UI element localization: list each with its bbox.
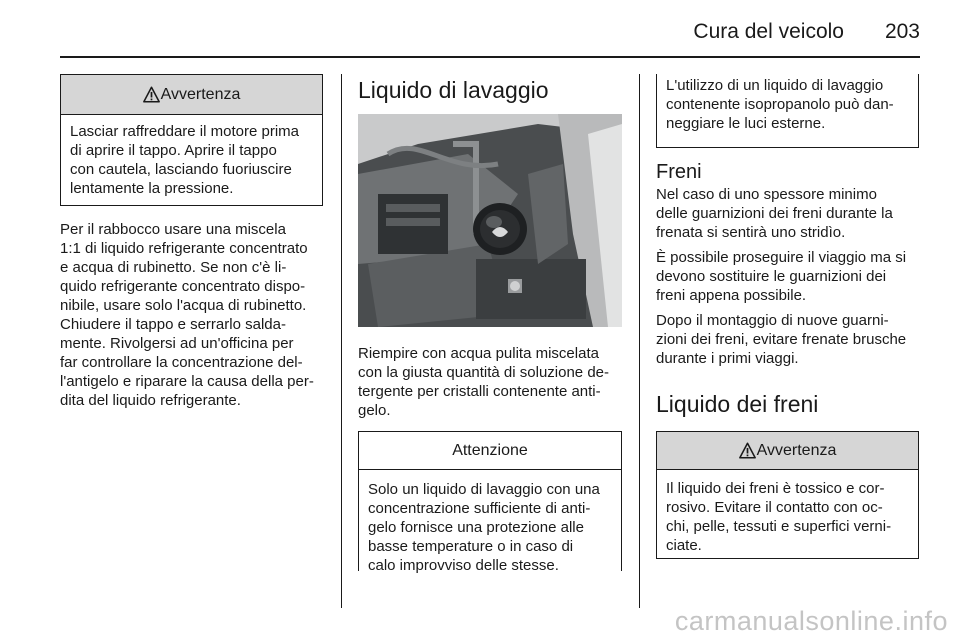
text-line: Riempire con acqua pulita miscelata bbox=[358, 345, 599, 362]
text-line: delle guarnizioni dei freni durante la bbox=[656, 205, 893, 222]
text-line: gelo. bbox=[358, 402, 391, 419]
warning-line: chi, pelle, tessuti e superfici verni- bbox=[666, 518, 892, 535]
column-left bbox=[60, 74, 323, 410]
warning-triangle-icon bbox=[143, 86, 160, 103]
caution-title: Attenzione bbox=[452, 441, 528, 459]
warning-box-header bbox=[61, 75, 322, 115]
warning-line: lentamente la pressione. bbox=[70, 180, 234, 197]
note-line: contenente isopropanolo può dan- bbox=[666, 96, 894, 113]
text-line: tergente per cristalli contenente anti- bbox=[358, 383, 601, 400]
warning-line: Lasciar raffreddare il motore prima bbox=[70, 123, 299, 140]
brakes-paragraph-1 bbox=[656, 185, 919, 242]
chapter-title: Cura del veicolo bbox=[693, 20, 844, 43]
column-right bbox=[656, 74, 919, 559]
text-line: far controllare la concentrazione del- bbox=[60, 354, 303, 371]
note-line: neggiare le luci esterne. bbox=[666, 115, 826, 132]
text-line: con la giusta quantità di soluzione de- bbox=[358, 364, 610, 381]
warning-triangle-icon bbox=[739, 442, 756, 459]
note-body bbox=[657, 74, 918, 143]
warning-line: di aprire il tappo. Aprire il tappo bbox=[70, 142, 277, 159]
text-line: Nel caso di uno spessore minimo bbox=[656, 186, 877, 203]
column-middle bbox=[358, 74, 622, 574]
washer-reservoir-illustration bbox=[358, 114, 622, 327]
washer-fluid-heading: Liquido di lavaggio bbox=[358, 77, 549, 103]
caution-body bbox=[359, 470, 621, 585]
text-line: devono sostituire le guarnizioni dei bbox=[656, 268, 887, 285]
engine-bay-photo bbox=[358, 114, 622, 327]
text-line: È possibile proseguire il viaggio ma si bbox=[656, 249, 907, 266]
washer-paragraph bbox=[358, 344, 622, 420]
brake-fluid-heading: Liquido dei freni bbox=[656, 391, 819, 417]
text-line: durante i primi viaggi. bbox=[656, 350, 799, 367]
text-line: zioni dei freni, evitare frenate brusche bbox=[656, 331, 907, 348]
text-line: e acqua di rubinetto. Se non c'è li- bbox=[60, 259, 287, 276]
column-divider-2 bbox=[639, 74, 640, 608]
brake-warning-header bbox=[657, 432, 918, 470]
text-line: dita del liquido refrigerante. bbox=[60, 392, 241, 409]
brakes-heading: Freni bbox=[656, 161, 702, 183]
page-number: 203 bbox=[884, 20, 920, 43]
text-line: Per il rabbocco usare una miscela bbox=[60, 221, 286, 238]
warning-line: rosivo. Evitare il contatto con oc- bbox=[666, 499, 883, 516]
text-line: Chiudere il tappo e serrarlo salda- bbox=[60, 316, 286, 333]
caution-line: concentrazione sufficiente di anti- bbox=[368, 500, 591, 517]
text-line: quido refrigerante concentrato dispo- bbox=[60, 278, 306, 295]
brake-warning-box bbox=[656, 431, 919, 559]
caution-box-header bbox=[359, 432, 621, 470]
brake-warning-body bbox=[657, 470, 918, 565]
text-line: mente. Rivolgersi ad un'officina per bbox=[60, 335, 294, 352]
text-line: Dopo il montaggio di nuove guarni- bbox=[656, 312, 889, 329]
warning-body bbox=[61, 115, 322, 208]
caution-box bbox=[358, 431, 622, 574]
text-line: freni appena possibile. bbox=[656, 287, 807, 304]
warning-line: ciate. bbox=[666, 537, 702, 554]
text-line: nibile, usare solo l'acqua di rubinetto. bbox=[60, 297, 307, 314]
caution-line: calo improvviso delle stesse. bbox=[368, 557, 559, 574]
text-line: frenata si sentirà uno stridìo. bbox=[656, 224, 846, 241]
coolant-paragraph bbox=[60, 220, 323, 410]
watermark: carmanualsonline.info bbox=[674, 606, 948, 636]
brake-warning-title: Avvertenza bbox=[756, 441, 837, 459]
warning-box bbox=[60, 74, 323, 206]
brakes-paragraph-2 bbox=[656, 248, 919, 305]
warning-title: Avvertenza bbox=[160, 85, 241, 103]
caution-line: gelo fornisce una protezione alle bbox=[368, 519, 584, 536]
warning-line: Il liquido dei freni è tossico e cor- bbox=[666, 480, 885, 497]
text-line: l'antigelo e riparare la causa della per- bbox=[60, 373, 314, 390]
text-line: 1:1 di liquido refrigerante concentrato bbox=[60, 240, 308, 257]
brakes-paragraph-3 bbox=[656, 311, 919, 368]
caution-line: Solo un liquido di lavaggio con una bbox=[368, 481, 600, 498]
caution-line: basse temperature o in caso di bbox=[368, 538, 574, 555]
note-line: L'utilizzo di un liquido di lavaggio bbox=[666, 77, 884, 94]
note-box bbox=[656, 74, 919, 148]
page-header bbox=[60, 18, 920, 58]
column-divider-1 bbox=[341, 74, 342, 608]
warning-line: con cautela, lasciando fuoriuscire bbox=[70, 161, 292, 178]
